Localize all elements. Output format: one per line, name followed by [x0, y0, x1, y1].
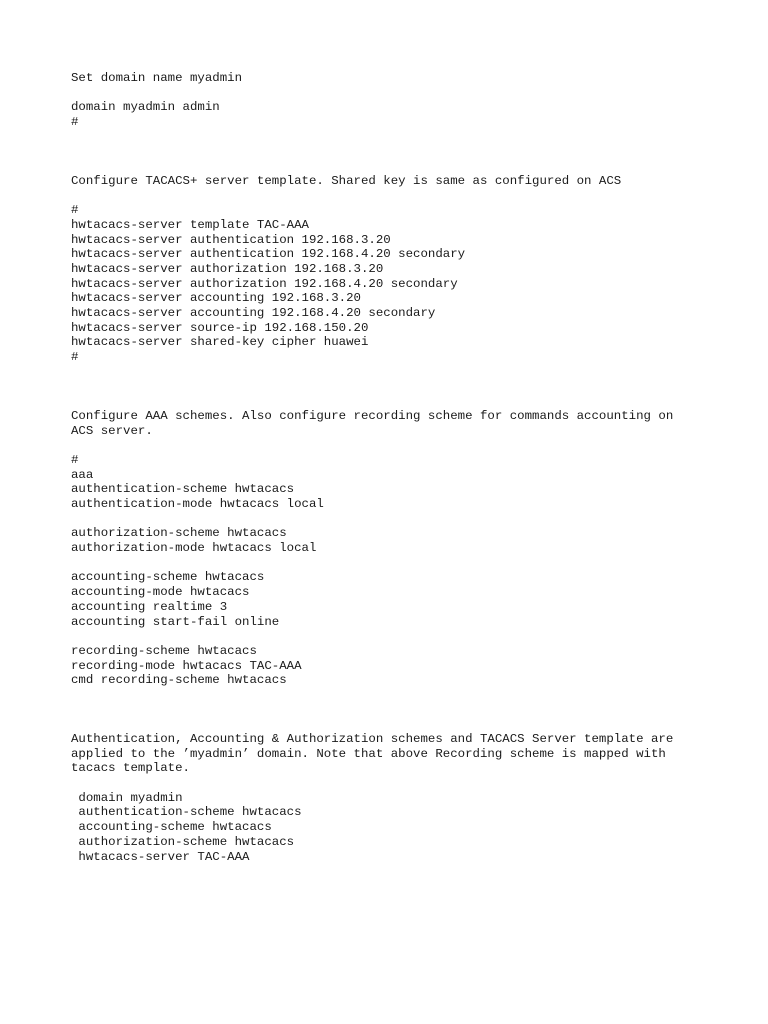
config-line: authentication-scheme hwtacacs	[71, 805, 302, 820]
section-heading: ACS server.	[71, 423, 153, 438]
section-tacacs-template	[71, 174, 751, 365]
config-line: domain myadmin	[71, 790, 183, 805]
config-line: domain myadmin admin	[71, 100, 220, 115]
config-line: hwtacacs-server accounting 192.168.3.20	[71, 291, 361, 306]
section-heading: applied to the ’myadmin’ domain. Note that above Recording scheme is mapped with	[71, 746, 666, 761]
config-line: #	[71, 115, 79, 130]
config-line: hwtacacs-server shared-key cipher huawei	[71, 335, 369, 350]
code-block-authentication	[71, 453, 751, 512]
code-block-accounting	[71, 570, 751, 629]
section-heading: Configure AAA schemes. Also configure recording scheme for commands accounting on	[71, 408, 674, 423]
code-block-authorization	[71, 526, 751, 555]
config-line: #	[71, 452, 79, 467]
section-heading: Authentication, Accounting & Authorization schemes and TACACS Server template are	[71, 732, 674, 747]
config-line: authorization-scheme hwtacacs	[71, 834, 295, 849]
config-line: recording-mode hwtacacs TAC-AAA	[71, 658, 302, 673]
config-line: cmd recording-scheme hwtacacs	[71, 673, 287, 688]
section-heading: Configure TACACS+ server template. Shared key is same as configured on ACS	[71, 173, 622, 188]
config-line: hwtacacs-server template TAC-AAA	[71, 217, 309, 232]
config-line: authorization-mode hwtacacs local	[71, 541, 317, 556]
section-heading: tacacs template.	[71, 761, 190, 776]
code-block-recording	[71, 644, 751, 688]
config-line: aaa	[71, 467, 94, 482]
config-line: authentication-mode hwtacacs local	[71, 497, 324, 511]
document-page	[71, 71, 751, 864]
config-line: #	[71, 203, 79, 218]
config-line: hwtacacs-server authentication 192.168.3.20	[71, 232, 391, 247]
section-domain-name	[71, 71, 751, 130]
config-line: recording-scheme hwtacacs	[71, 643, 257, 658]
config-line: accounting-scheme hwtacacs	[71, 570, 265, 585]
config-line: accounting start-fail online	[71, 614, 280, 629]
config-line: #	[71, 350, 79, 365]
config-line: hwtacacs-server authorization 192.168.3.20	[71, 261, 384, 276]
section-aaa-schemes	[71, 409, 751, 688]
config-line: hwtacacs-server source-ip 192.168.150.20	[71, 320, 369, 335]
config-line: hwtacacs-server accounting 192.168.4.20 secondary	[71, 306, 436, 321]
config-line: hwtacacs-server authentication 192.168.4.20 secondary	[71, 247, 466, 262]
config-line: hwtacacs-server TAC-AAA	[71, 849, 250, 864]
section-heading: Set domain name myadmin	[71, 71, 243, 85]
config-line: authentication-scheme hwtacacs	[71, 482, 295, 497]
config-line: accounting-mode hwtacacs	[71, 585, 250, 600]
section-domain-binding	[71, 732, 751, 864]
config-line: accounting realtime 3	[71, 599, 228, 614]
config-line: authorization-scheme hwtacacs	[71, 526, 287, 541]
config-line: hwtacacs-server authorization 192.168.4.20 secondary	[71, 276, 458, 291]
config-line: accounting-scheme hwtacacs	[71, 820, 272, 835]
